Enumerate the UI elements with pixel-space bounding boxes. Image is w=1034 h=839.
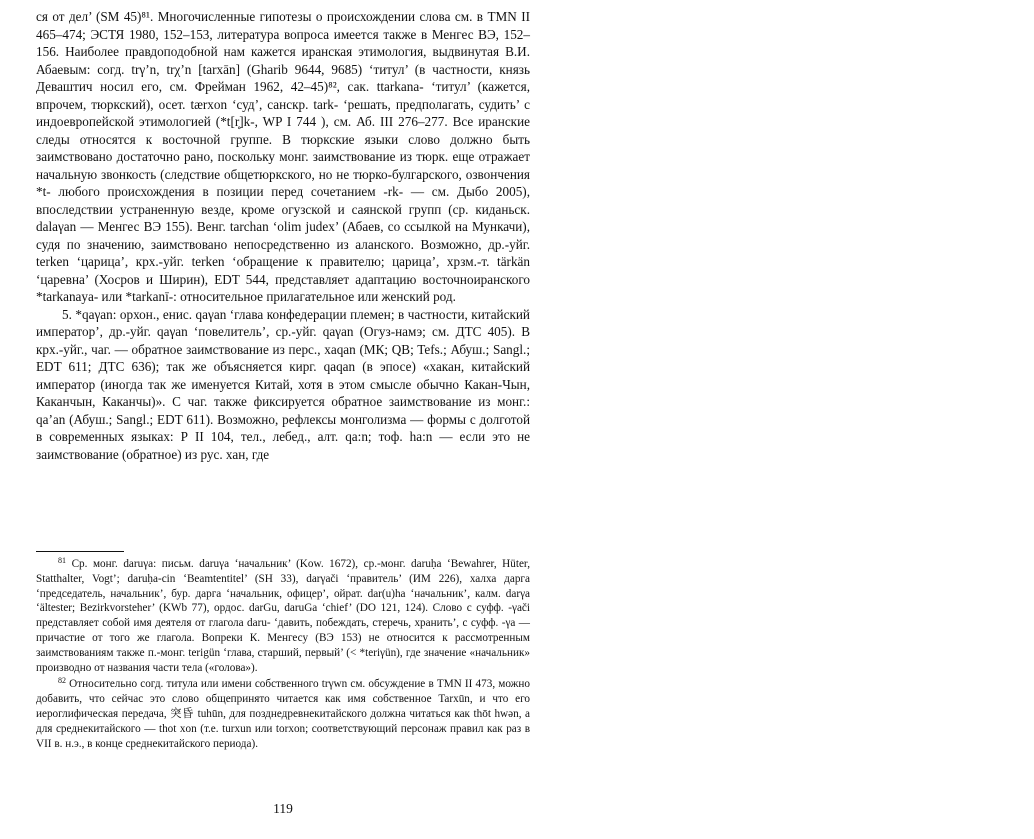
paragraph-4-continuation: ся от дел’ (SM 45)⁸¹. Многочисленные гипотезы о происхождении слова см. в TMN II 465–474; ЭСТЯ 1980, 152–153, литература вопроса имеется также в Менгес ВЭ, 152–156. Наиболее правдоподобной нам кажется иранская этимология, выдвинутая В.И. Абаевым: согд. trγ’n, trχ’n [tarxān] (Gharib 9644, 9685) ‘титул’ (в частности, князь Деваштич носил его, см. Фрейман 1962, 42–45)⁸², сак. ttarkana- ‘титул’ (кажется, впрочем, тюркский), осет. tærxon ‘суд’, санскр. tark- ‘решать, предполагать, судить’ с индоевропейской этимологией (*t[r̥]k-, WP I 744 ), см. Аб. III 276–277. Все иранские следы относятся к восточной группе. В тюркские языки слово должно быть заимствовано достаточно рано, поскольку монг. заимствование из тюрк. еще отражает начальную звонкость (следствие общетюркского, но не тюрко-булгарского, озвончения *t- любого происхождения в позиции перед сочетанием -rk- — см. Дыбо 2005), впоследствии устраненную везде, кроме огузской и саянской групп (ср. киданьск. dalaγan — Менгес ВЭ 155). Венг. tarchan ‘olim judex’ (Абаев, со ссылкой на Мункачи), судя по значению, заимствовано непосредственно из аланского. Возможно, др.-уйг. terken ‘царица’, крх.-уйг. terken ‘обращение к правителю; царица’, хрзм.-т. tärkän ‘царевна’ (Хосров и Ширин), EDT 544, представляет адаптацию восточноиранского *tarkanaya- или *tarkanī-: относительное прилагательное или женский род. [36, 9, 530, 304]
footnote-number: 82 [58, 676, 66, 686]
footnote-number: 81 [58, 556, 66, 565]
main-text [36, 8, 530, 463]
footnote-text: Относительно согд. титула или имени собственного trγwn см. обсуждение в TMN II 473, можно добавить, что сейчас это слово общепринято читается как имя собственное Tarxūn, и что его иероглифическая передача, 突昏 tuhūn, для позднедревнекитайского должна читаться как thōt hwən, а для среднекитайского — thot xon (т.е. turxun или torxon; соответствующий персонаж правил как раз в VII в. н.э., в конце среднекитайского периода). [36, 678, 530, 750]
footnotes [36, 557, 530, 753]
footnote-text: Ср. монг. daruγa: письм. daruγa ‘начальник’ (Kow. 1672), ср.-монг. daruḥa ‘Bewahrer, Hüter, Statthalter, Vogt’; daruḥa-cin ‘Beamtentitel’ (SH 33), darγači ‘правитель’ (ИМ 226), халха дарга ‘председатель, начальник’, бур. дарга ‘начальник, офицер’, ойрат. dar(u)ha ‘начальник’, калм. darγa ‘ältester; Bezirkvorsteher’ (KWb 77), ордос. darGu, daruGa ‘chief’ (DO 121, 124). Слово с суфф. -γači представляет собой имя деятеля от глагола daru- ‘давить, побеждать, стеречь, хранить’, с суфф. -γa — причастие от того же глагола. Вопреки К. Менгесу (ВЭ 153) не относится к рассмотренным заимствованиям также п.-монг. terigün ‘глава, старший, первый’ (< *teriγün), где значение «начальник» производно от названия части тела («голова»). [36, 558, 530, 674]
paragraph-5-qagan: 5. *qaγan: орхон., енис. qaγan ‘глава конфедерации племен; в частности, китайский император’, др.-уйг. qaγan ‘повелитель’, ср.-уйг. qaγan (Огуз-намэ; см. ДТС 405). В крх.-уйг., чаг. — обратное заимствование из перс., xaqan (МК; QB; Tefs.; Абуш.; Sangl.; EDT 611; ДТС 636); так же объясняется кирг. qaqan (в эпосе) «хакан, китайский император (иногда так же именуется Китай, хотя в этом смысле обычно Какан-Чын, Каканчын, Каканчы)». С чаг. также фиксируется обратное заимствование из монг.: qa’an (Абуш.; Sangl.; EDT 611). Возможно, рефлексы монголизма — формы с долготой в современных языках: Р II 104, тел., лебед., алт. qa:n; тоф. ha:n — если это не заимствование (обратное) из рус. хан, где [36, 306, 530, 462]
footnote-separator [36, 551, 124, 552]
footnote-82 [36, 677, 530, 751]
footnote-81 [36, 557, 530, 675]
page-number: 119 [273, 801, 293, 816]
